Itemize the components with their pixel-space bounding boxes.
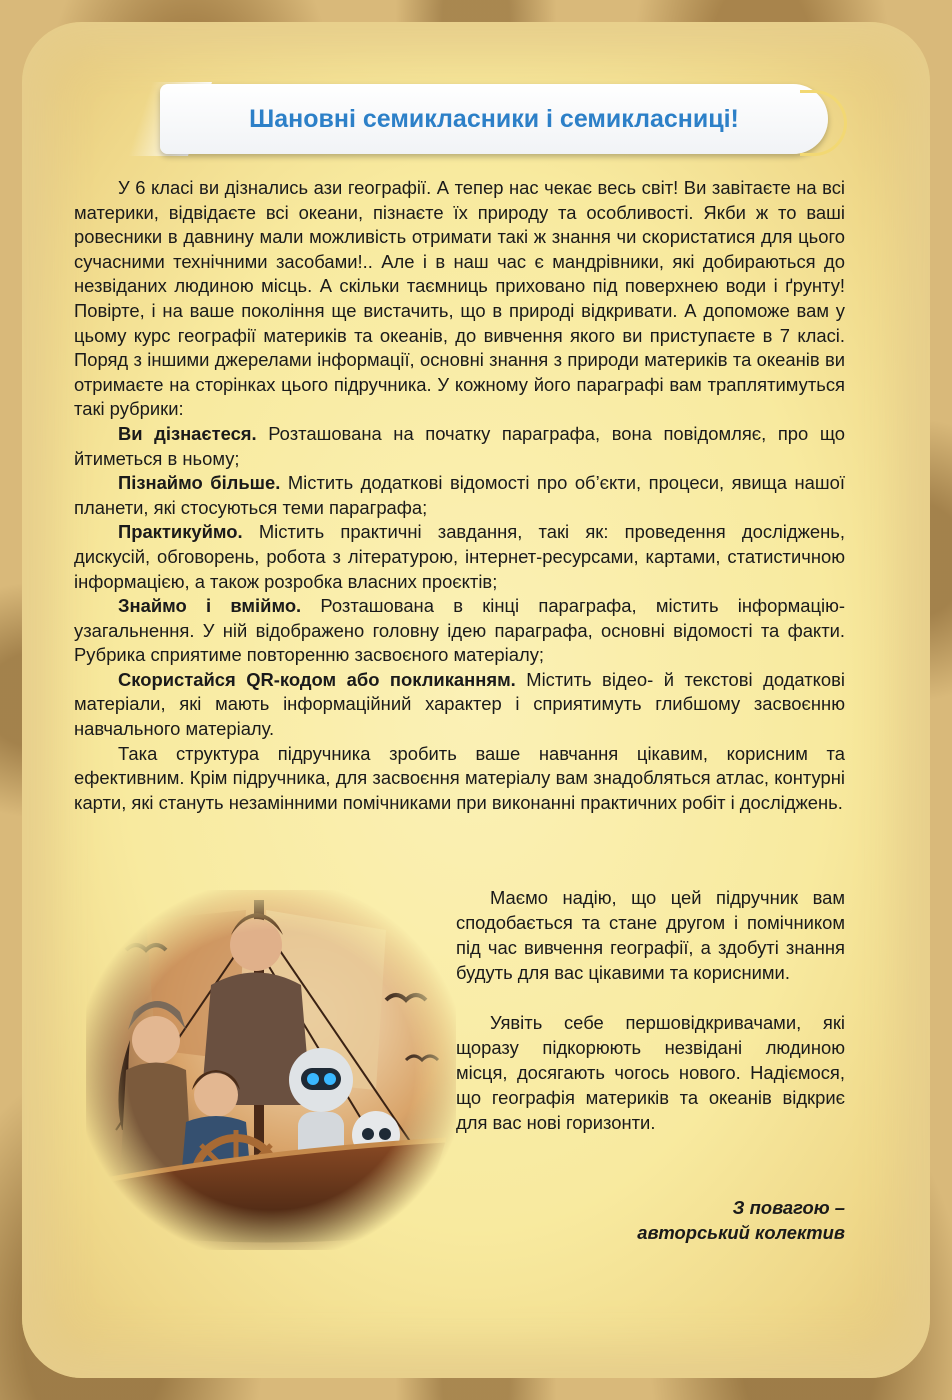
main-text xyxy=(74,176,845,815)
rubric-name: Знаймо і вміймо. xyxy=(118,595,302,617)
rubric-description: Містить практичні завдання, такі як: проведення досліджень, дискусій, обговорень, робота з літературою, інтернет-ресурсами, картами, статистичною інформацією, а також розробка власних проєктів; xyxy=(74,521,845,592)
rubric-name: Ви дізнаєтеся. xyxy=(118,422,257,444)
structure-paragraph: Така структура підручника зробить ваше навчання цікавим, корисним та ефективним. Крім підручника, для засвоєння матеріалу вам знадобляться атлас, контурні карти, які стануть незамінними помічниками при виконанні практичних робіт і досліджень. xyxy=(74,742,845,813)
rubric-paragraph xyxy=(74,594,845,668)
intro-paragraph: У 6 класі ви дізнались ази географії. А тепер нас чекає весь світ! Ви завітаєте на всі материки, відвідаєте всі океани, пізнаєте їх природу та особливості. Якби ж то ваші ровесники в давнину мали можливість отримати такі ж знання чи скористатися для цього сучасними технічними засобами!.. Але і в наш час є мандрівники, які добираються до незвіданих людиною місць. А скільки таємниць приховано під поверхнею води і ґрунту! Повірте, і на ваше покоління ще вистачить, що в природі відкривати. А допоможе вам у цьому курс географії материків та океанів, до вивчення якого ви приступаєте в 7 класі. Поряд з іншими джерелами інформації, основні знання з природи материків та океанів ви отримаєте на сторінках цього підручника. У кожному його параграфі вам траплятимуться такі рубрики: xyxy=(74,177,845,420)
rubric-name: Скористайся QR-кодом або покликанням. xyxy=(118,668,516,690)
signature xyxy=(456,1195,845,1245)
closing-paragraph: Уявіть себе першовідкривачами, які щоразу підкорюють незвідані людиною місця, досягають чогось нового. Надіємося, що географія материків та океанів відкриє для вас нові горизонти. xyxy=(456,1012,845,1133)
page-title: Шановні семикласники і семикласниці! xyxy=(249,105,739,133)
rubric-description: Розташована в кінці параграфа, містить інформацію-узагальнення. У ній відображено головну ідею параграфа, основні відомості та факти. Рубрика сприятиме повторенню засвоєного матеріалу; xyxy=(74,595,846,666)
explorers-illustration xyxy=(86,890,456,1250)
rubric-paragraph xyxy=(74,422,845,471)
rubric-paragraph xyxy=(74,471,845,520)
rubric-description: Розташована на початку параграфа, вона повідомляє, про що йтиметься в ньому; xyxy=(74,422,845,469)
rubric-paragraph xyxy=(74,668,845,742)
closing-text xyxy=(456,885,845,1135)
signature-authors: авторський колектив xyxy=(637,1222,845,1243)
closing-paragraph: Маємо надію, що цей підручник вам сподобається та стане другом і помічником під час вивчення географії, а здобуті знання будуть для вас цікавими та корисними. xyxy=(456,887,845,983)
rubric-description: Містить відео- й текстові додаткові матеріали, які мають інформаційний характер і сприятимуть глибшому засвоєнню навчального матеріалу. xyxy=(74,668,845,740)
rubric-name: Практикуймо. xyxy=(118,521,243,543)
rubric-description: Містить додаткові відомості про об’єкти, процеси, явища нашої планети, які стосуються теми параграфа; xyxy=(74,472,845,518)
rubric-paragraph xyxy=(74,520,845,594)
rubric-name: Пізнаймо більше. xyxy=(118,472,281,494)
signature-greeting: З повагою – xyxy=(732,1197,845,1218)
